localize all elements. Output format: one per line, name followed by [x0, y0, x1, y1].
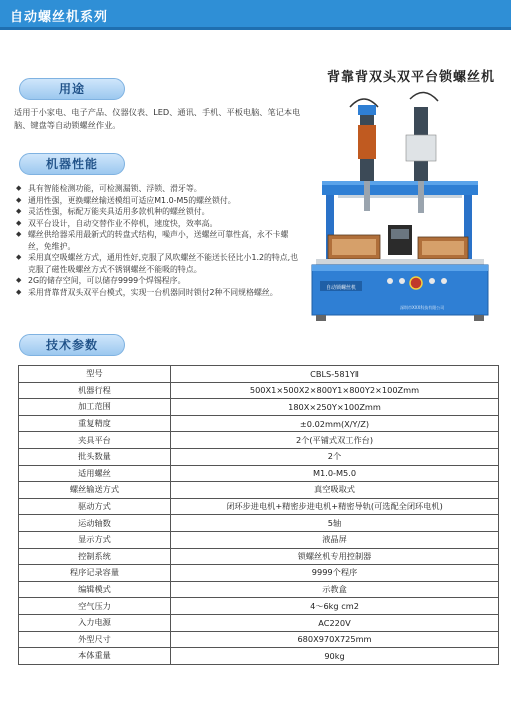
spec-table: [18, 365, 499, 665]
bullet-icon: ◆: [16, 287, 22, 296]
spec-label: 重复精度: [19, 415, 171, 432]
bullet-icon: ◆: [16, 184, 22, 192]
spec-label: 加工范围: [19, 399, 171, 416]
feature-text: 采用真空吸螺丝方式，通用性好,克服了风吹螺丝不能送长径比小1.2的特点,也克服了磁性吸螺丝方式不锈钢螺丝不能吸的特点。: [28, 253, 299, 274]
spec-label: 控制系统: [19, 548, 171, 565]
spec-value: 680X970X725mm: [171, 631, 499, 648]
machine-illustration: [298, 85, 503, 335]
spec-label: 螺丝输送方式: [19, 482, 171, 499]
section-heading-specs: 技术参数: [19, 334, 125, 356]
spec-label: 运动轴数: [19, 515, 171, 532]
spec-label: 编辑模式: [19, 581, 171, 598]
table-row: [19, 482, 499, 499]
table-row: [19, 448, 499, 465]
spec-label: 空气压力: [19, 598, 171, 615]
feature-text: 具有智能检测功能，可检测漏锁、浮锁、滑牙等。: [28, 184, 202, 193]
spec-value: CBLS-581YⅡ: [171, 366, 499, 383]
spec-value: 液晶屏: [171, 531, 499, 548]
table-row: [19, 548, 499, 565]
feature-text: 2G的储存空间，可以储存9999个焊锡程序。: [28, 276, 186, 285]
feature-item: [14, 218, 304, 230]
spec-value: 锁螺丝机专用控制器: [171, 548, 499, 565]
spec-value: 500X1×500X2×800Y1×800Y2×100Zmm: [171, 382, 499, 399]
spec-label: 入力电源: [19, 614, 171, 631]
header-bar: [0, 0, 511, 30]
spec-value: M1.0-M5.0: [171, 465, 499, 482]
spec-label: 程序记录容量: [19, 565, 171, 582]
bullet-icon: ◆: [16, 207, 22, 215]
bullet-icon: ◆: [16, 218, 22, 227]
spec-value: AC220V: [171, 614, 499, 631]
spec-value: 4～6kg cm2: [171, 598, 499, 615]
spec-value: 闭环步进电机+精密步进电机+精密导轨(可选配全闭环电机): [171, 498, 499, 515]
page-series-title: 自动螺丝机系列: [10, 10, 109, 25]
spec-label: 适用螺丝: [19, 465, 171, 482]
table-row: [19, 432, 499, 449]
table-row: [19, 382, 499, 399]
spec-label: 型号: [19, 366, 171, 383]
feature-list: [14, 183, 304, 298]
table-row: [19, 498, 499, 515]
table-row: [19, 598, 499, 615]
table-row: [19, 581, 499, 598]
spec-value: ±0.02mm(X/Y/Z): [171, 415, 499, 432]
table-row: [19, 648, 499, 665]
spec-value: 5轴: [171, 515, 499, 532]
feature-text: 螺丝供给器采用最新式的转盘式结构，噪声小，送螺丝可靠性高，永不卡螺丝，免维护。: [28, 230, 289, 251]
spec-value: 90kg: [171, 648, 499, 665]
table-row: [19, 366, 499, 383]
table-row: [19, 515, 499, 532]
feature-item: [14, 229, 304, 252]
spec-label: 批头数量: [19, 448, 171, 465]
feature-text: 灵活性强，标配万能夹具适用多款机种的螺丝锁付。: [28, 207, 210, 216]
feature-item: [14, 287, 304, 299]
table-row: [19, 614, 499, 631]
feature-text: 采用背靠背双头双平台模式，实现一台机器同时锁付2种不同规格螺丝。: [28, 287, 278, 297]
spec-value: 9999个程序: [171, 565, 499, 582]
product-title: 背靠背双头双平台锁螺丝机: [326, 70, 495, 85]
machine-base: [312, 265, 488, 321]
table-row: [19, 399, 499, 416]
spec-label: 外型尺寸: [19, 631, 171, 648]
machine-brand-label: 深圳市XXX科技有限公司: [400, 305, 445, 310]
table-row: [19, 631, 499, 648]
table-row: [19, 565, 499, 582]
feature-item: [14, 252, 304, 275]
spec-label: 夹具平台: [19, 432, 171, 449]
feature-item: [14, 195, 304, 207]
feature-item: [14, 183, 304, 195]
spec-value: 2个: [171, 448, 499, 465]
work-platform: [316, 225, 484, 265]
spec-label: 机器行程: [19, 382, 171, 399]
feature-item: [14, 206, 304, 218]
spec-label: 驱动方式: [19, 498, 171, 515]
section-heading-performance: 机器性能: [19, 153, 125, 175]
bullet-icon: ◆: [16, 195, 22, 204]
machine-panel-label: 自动锁螺丝机: [325, 285, 357, 291]
bullet-icon: ◆: [16, 230, 22, 238]
spec-label: 本体重量: [19, 648, 171, 665]
table-row: [19, 415, 499, 432]
section-heading-use: 用途: [19, 78, 125, 100]
bullet-icon: ◆: [16, 276, 22, 284]
spec-value: 2个(平铺式双工作台): [171, 432, 499, 449]
spec-value: 真空吸取式: [171, 482, 499, 499]
spec-label: 显示方式: [19, 531, 171, 548]
feature-text: 双平台设计，自动交替作业不停机，速度快，效率高。: [28, 218, 218, 228]
feature-item: [14, 275, 304, 287]
spec-value: 示教盒: [171, 581, 499, 598]
table-row: [19, 465, 499, 482]
feature-text: 通用性强，更换螺丝输送模组可适应M1.0-M5的螺丝锁付。: [28, 195, 236, 205]
bullet-icon: ◆: [16, 253, 22, 261]
spec-value: 180X×250Y×100Zmm: [171, 399, 499, 416]
table-row: [19, 531, 499, 548]
use-description: 适用于小家电、电子产品、仪器仪表、LED、通讯、手机、平板电脑、笔记本电脑、键盘等自动锁螺丝作业。: [14, 107, 301, 130]
